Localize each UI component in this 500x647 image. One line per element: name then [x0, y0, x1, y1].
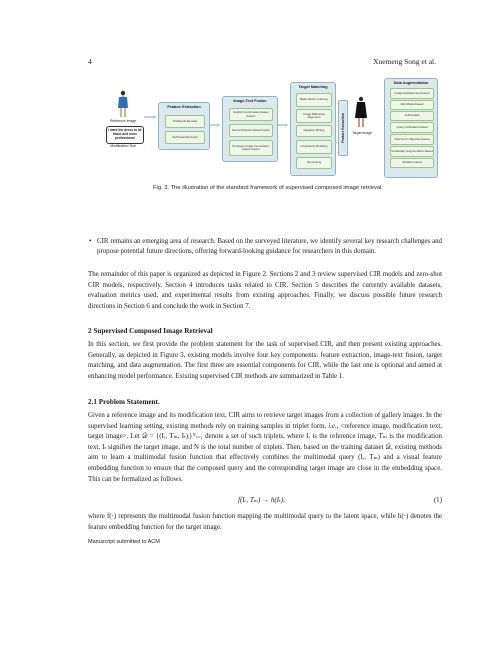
page-number: 4 — [88, 57, 92, 66]
aug-node-7: Variation-based — [390, 158, 434, 168]
arrow-extraction-to-fusion — [210, 124, 218, 126]
target-image-icon — [354, 96, 368, 128]
neural-fusion-node: Neural Network-based Fusion — [229, 124, 273, 137]
aug-node-4: Query Unification-based — [390, 122, 434, 133]
subsection-heading-2-1: 2.1 Problem Statement. — [88, 398, 160, 406]
problem-text-b: modification text, target image>. Let 𝒟 = {(Iᵣ, Tₘ, Iₜ)ᵢ}ᴺᵢ₌₁ denote a set of such triplets, where Iᵣ is the reference image, Tₘ is the modification text, Iₜ signifies the target image, and N is the total number of triplets. Then, based on the training dataset 𝒟, existing methods aim to learn a multimodal fusion function that effectively combines the multimodal query (Iᵣ, Tₘ) and a visual feature embedding function to ensure that the composed query and the corresponding target image are close in the embedding space. This can be formalized as follows. — [88, 422, 442, 483]
data-augmentation-title: Data Augmentation — [393, 81, 429, 85]
running-head: Xuemeng Song et al. — [373, 57, 436, 66]
aug-node-6: Vocabulary Augmentation-based — [390, 146, 434, 157]
equation-number: (1) — [433, 496, 442, 504]
target-image-label: Target Image — [352, 131, 372, 135]
paragraph-section-intro: In this section, we first provide the problem statement for the task of supervised CIR, and then present existing approaches. Generally, as depicted in Figure 3, existing models involve four key components: feature extraction, image-text fusion, target matching, and data augmentation. The first three are essential components for CIR, while the last one is optional and aimed at enhancing model performance. Existing supervised CIR methods are summarized in Table 1. — [88, 341, 442, 380]
traditional-encoder-node: Traditional Encoder — [165, 115, 205, 128]
image-difference-node: Image Difference Alignment — [296, 109, 332, 123]
bullet-marker: • — [89, 238, 92, 245]
negative-mining-node: Negative Mining — [296, 125, 332, 137]
paragraph-problem-statement: Given a reference image and its modification text, CIR aims to retrieve target images from a collection of gallery images. In the supervised learning setting, existing methods rely on training samples in triplet form, i.e., <reference image, modification text, target image>. Let 𝒟 = {(Iᵣ, Tₘ, Iₜ)ᵢ}ᴺᵢ₌₁ denote a set of such triplets, where Iᵣ is the reference image, Tₘ is the modification text, Iₜ signifies the target image, and N is the total number of triplets. Then, based on the training dataset 𝒟, existing methods aim to learn a multimodal fusion function that effectively combines the multimodal query (Iᵣ, Tₘ) and a visual feature embedding function to ensure that the composed query and the corresponding target image are close in the embedding space. This can be formalized as follows. — [88, 412, 442, 483]
footer-note: Manuscript submitted to ACM — [88, 539, 160, 545]
prototype-fusion-node: Prototype Image Generation-based Fusion — [229, 140, 273, 156]
fusion-group — [222, 96, 278, 162]
paragraph-where: where f(·) represents the multimodal fusion function mapping the multimodal query to the latent space, while h(·) denotes the feature embedding function for the target image. — [88, 513, 442, 531]
arrow-fusion-to-matching — [278, 124, 286, 126]
aug-node-1: Image Replacement-based — [390, 88, 434, 99]
fusion-title: Image-Text Fusion — [233, 99, 267, 103]
aug-node-2: Hint Model-based — [390, 100, 434, 110]
reference-image-label: Reference Image — [109, 119, 136, 123]
framework-figure — [88, 76, 448, 180]
paragraph-organization: The remainder of this paper is organized as depicted in Figure 2. Sections 2 and 3 review supervised CIR models and zero-shot CIR models, respectively. Section 4 introduces tasks related to CIR. Section 5 describes the currently available datasets, evaluation metrics used, and experimental results from existing approaches. Finally, we discuss possible future research directions in Section 6 and conclude the work in Section 7. — [88, 271, 442, 310]
reranking-node: Re-ranking — [296, 157, 332, 169]
explicit-fusion-node: Explicit Combination-based Fusion — [229, 108, 273, 121]
target-matching-group — [290, 82, 336, 176]
feature-extraction-bar — [338, 100, 348, 156]
aug-node-3: LLM-based — [390, 111, 434, 121]
data-augmentation-group — [384, 78, 438, 178]
feature-extraction-group — [158, 102, 210, 150]
arrow-ref-to-extraction — [144, 116, 154, 118]
modification-text-bubble: I want the dress to be black and more professional — [106, 126, 144, 144]
vlp-encoder-node: VLP-based Encoder — [165, 131, 205, 144]
reference-image-icon — [116, 90, 130, 118]
equation-body: f(Iᵣ, Tₘ) → h(Iₜ), — [238, 496, 285, 504]
problem-text-a: Given a reference image and its modification text, CIR aims to retrieve target images from a collection of gallery images. In the supervised learning setting, existing methods rely on training samples in triplet form, — [88, 412, 442, 430]
aug-node-5: Mnemonic Objective-based — [390, 134, 434, 145]
bullet-text: CIR remains an emerging area of research. Based on the surveyed literature, we identify several key research challenges and propose potential future directions, offering forward-looking guidance for researchers in this domain. — [97, 238, 442, 256]
feature-extraction-title: Feature Extraction — [167, 105, 201, 109]
figure-caption: Fig. 3. The illustration of the standard framework of supervised composed image retrieval. — [153, 185, 383, 191]
modification-text-label: Modification Text — [110, 144, 136, 148]
ie-abbrev: i.e. — [328, 422, 337, 430]
feature-extraction-bar-label: Feature Extraction — [341, 113, 345, 143]
uncertainty-node: Uncertainty Modeling — [296, 140, 332, 154]
basic-metric-node: Basic Metric Learning — [296, 93, 332, 107]
target-matching-title: Target Matching — [298, 85, 328, 89]
section-heading-2: 2 Supervised Composed Image Retrieval — [88, 327, 213, 335]
bullet-item — [89, 237, 442, 258]
